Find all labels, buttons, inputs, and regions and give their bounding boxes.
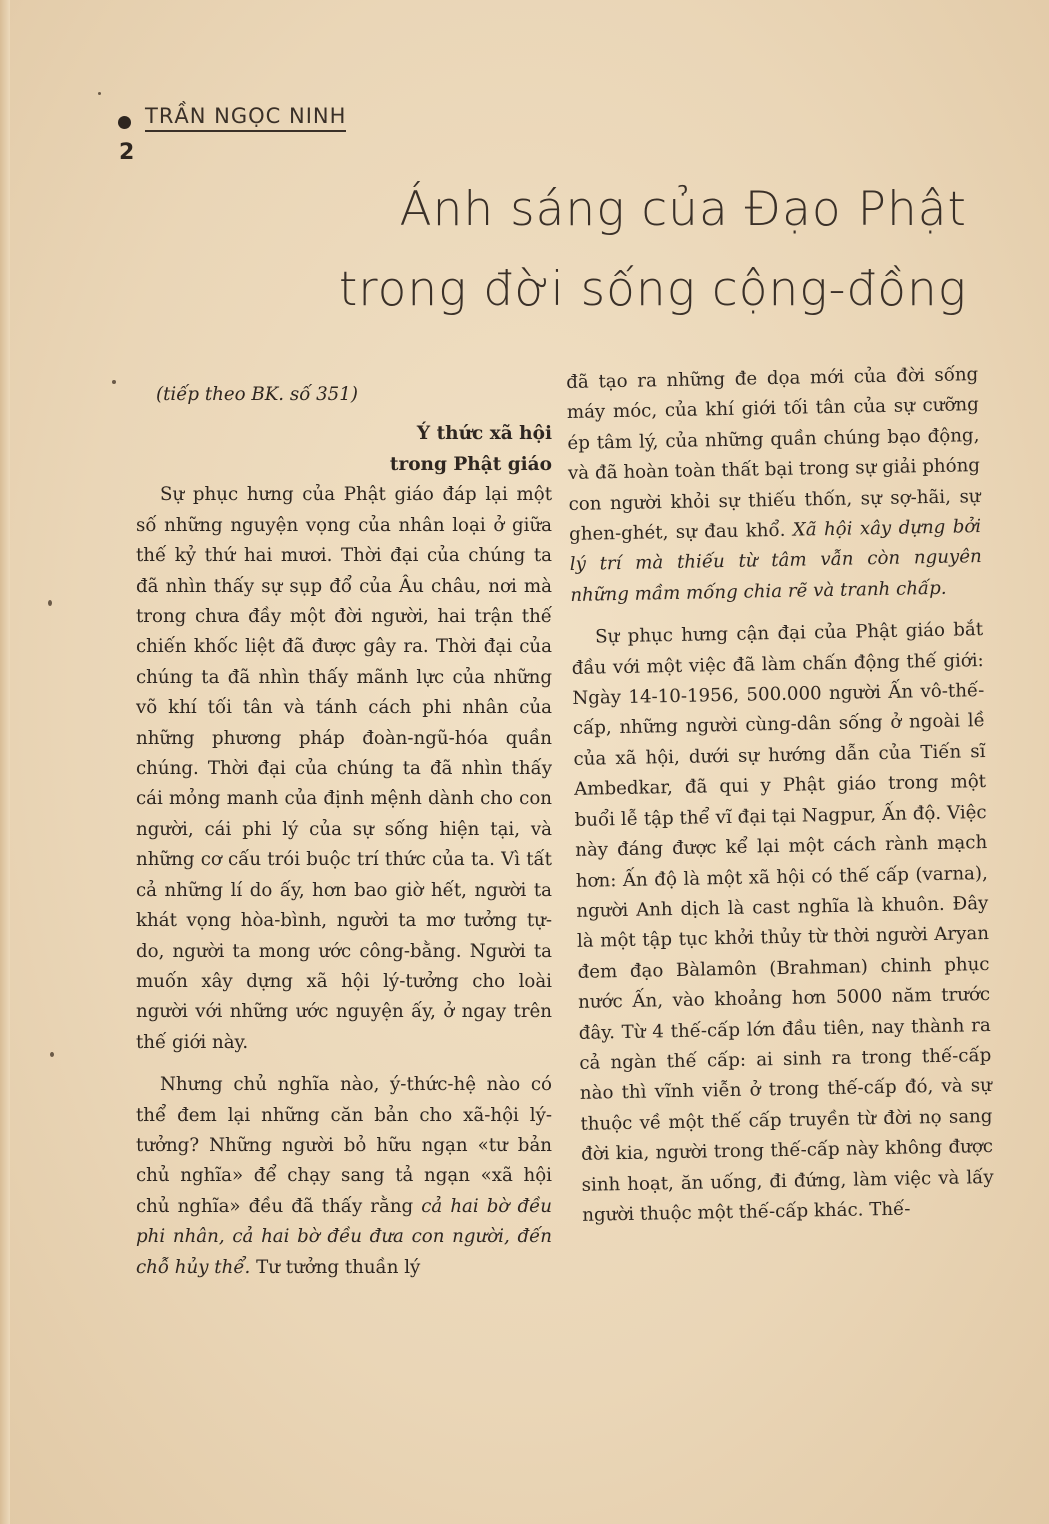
section-heading-line-1: Ý thức xã hội	[416, 423, 552, 445]
page-edge	[0, 0, 10, 1524]
paragraph-text: Tư tưởng thuần lý	[250, 1256, 421, 1278]
paragraph-text: Nhưng chủ nghĩa nào, ý-thức-hệ nào có thể đem lại những căn bản cho xã-hội lý-tưởng? Những người bỏ hữu ngạn «tư bản chủ nghĩa» để chạy sang tả ngạn «xã hội chủ nghĩa» đều đã thấy rằng	[136, 1074, 552, 1217]
section-heading-line-2: trong Phật giáo	[389, 454, 552, 476]
paper-speck	[50, 1052, 54, 1057]
continuation-note: (tiếp theo BK. số 351)	[156, 384, 358, 405]
emphasis-text: Xã hội xây dựng bởi lý trí mà thiếu từ tâm vẫn còn nguyên những mầm mống chia rẽ và tranh chấp.	[569, 516, 982, 606]
paper-speck	[112, 380, 116, 384]
title-line-2: trong đời sống cộng-đồng	[338, 262, 967, 317]
paragraph: Sự phục hưng của Phật giáo đáp lại một số những nguyện vọng của nhân loại ở giữa thế kỷ thứ hai mươi. Thời đại của chúng ta đã nhìn thấy sự sụp đổ của Âu châu, nơi mà trong chưa đầy một đời người, hai trận thế chiến khốc liệt đã được gây ra. Thời đại của chúng ta đã nhìn thấy mãnh lực của những võ khí tối tân và tánh cách phi nhân của những phương pháp đoàn-ngũ-hóa quần chúng. Thời đại của chúng ta đã nhìn thấy cái mỏng manh của định mệnh dành cho con người, cái phi lý của sự sống hiện tại, và những cơ cấu trói buộc trí thức của ta. Vì tất cả những lí do ấy, hơn bao giờ hết, người ta khát vọng hòa-bình, người ta mơ tưởng tự-do, người ta mong ước công-bằng. Người ta muốn xây dựng xã hội lý-tưởng cho loài người với những ước nguyện ấy, ở ngay trên thế giới này.	[136, 484, 552, 1053]
right-column	[566, 360, 994, 1231]
paper-speck	[98, 92, 101, 95]
article-title	[207, 170, 967, 330]
paragraph: Sự phục hưng cận đại của Phật giáo bắt đầu với một việc đã làm chấn động thế giới: Ngày 14-10-1956, 500.000 người Ấn vô-thế-cấp, những người cùng-dân sống ở ngoài lề của xã hội, dưới sự hướng dẫn của Tiến sĩ Ambedkar, đã qui y Phật giáo trong một buổi lễ tập thể vĩ đại tại Nagpur, Ấn độ. Việc này đáng được kể lại một cách rành mạch hơn: Ấn độ là một xã hội có thế cấp (varna), người Anh dịch là cast nghĩa là khuôn. Đây là một tập tục khởi thủy từ thời người Aryan đem đạo Bàlamôn (Brahman) chinh phục nước Ấn, vào khoảng hơn 5000 năm trước đây. Từ 4 thế-cấp lớn đầu tiên, nay thành ra cả ngàn thế cấp: ai sinh ra trong thế-cấp nào thì vĩnh viễn ở trong thế-cấp đó, và sự thuộc về một thế cấp truyền từ đời nọ sang đời kia, người trong thế-cấp này không được sinh hoạt, ăn uống, đi đứng, làm việc và lấy người thuộc một thế-cấp khác. Thế-	[571, 619, 994, 1226]
left-column	[136, 380, 552, 1283]
emphasis-text: cả hai bờ đều phi nhân, cả hai bờ đều đưa con người, đến chỗ hủy thể.	[136, 1195, 552, 1278]
author-name: TRẦN NGỌC NINH	[145, 104, 346, 132]
paragraph-text: đã tạo ra những đe dọa mới của đời sống máy móc, của khí giới tối tân của sự cưỡng ép tâm lý, của những quần chúng bạo động, và đã hoàn toàn thất bại trong sự giải phóng con người khỏi sự thiếu thốn, sự sợ-hãi, sự ghen-ghét, sự đau khổ.	[566, 364, 981, 545]
title-line-1: Ánh sáng của Đạo Phật	[399, 182, 967, 237]
paragraph	[136, 1070, 552, 1283]
bullet-icon	[118, 116, 131, 129]
page-number: 2	[119, 140, 135, 165]
article-header	[118, 100, 346, 136]
paper-speck	[48, 600, 52, 606]
paragraph	[566, 360, 983, 611]
